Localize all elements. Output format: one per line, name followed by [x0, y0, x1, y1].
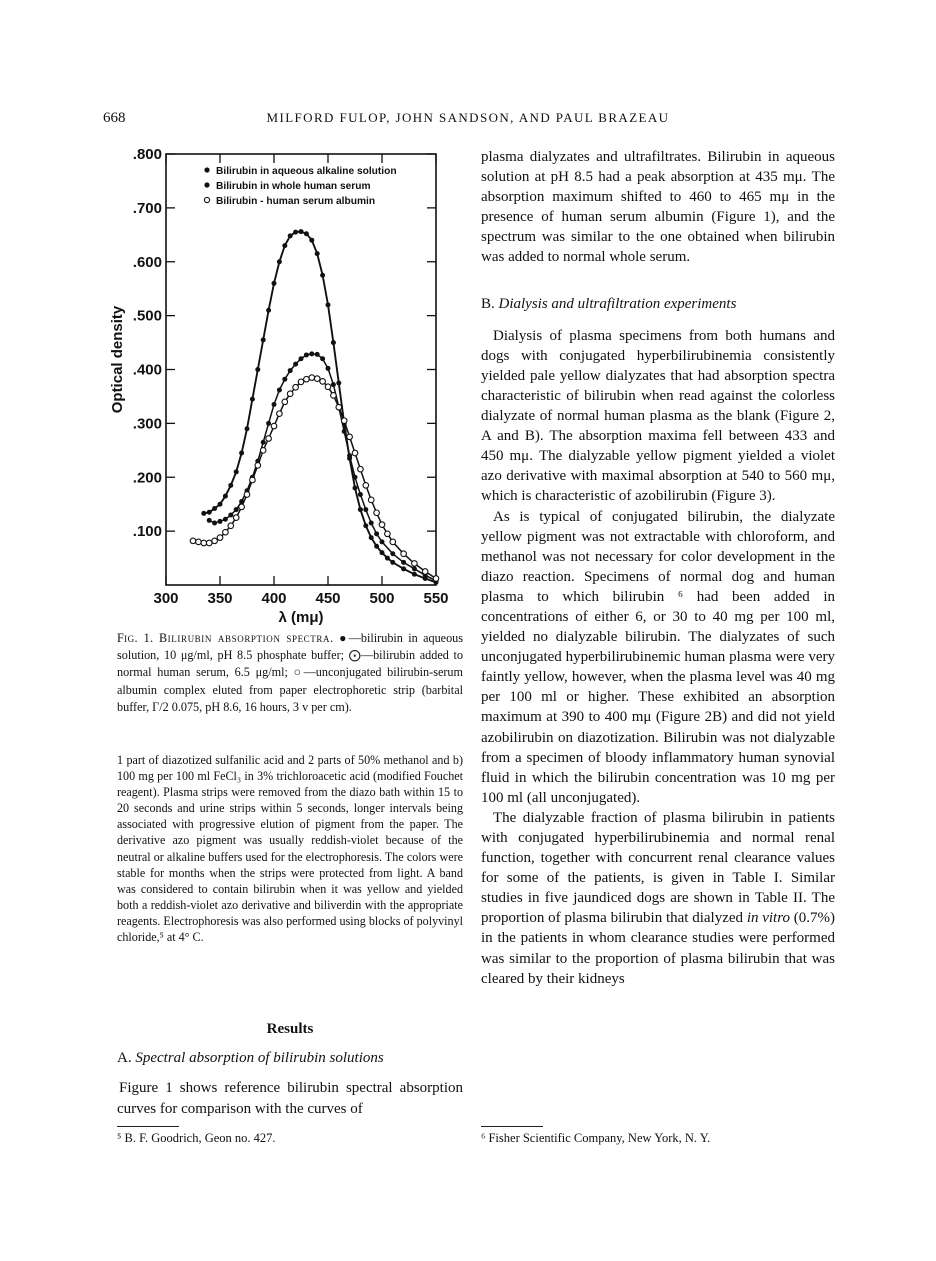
- data-point-open: [314, 376, 320, 382]
- data-point-filled: [363, 507, 368, 512]
- right-paragraph-3: As is typical of conjugated bilirubin, the dialyzate yellow pigment was not extractable with chloroform, and methanol was not necessary for color development in the diazo reaction. Specimens of normal dog and human plasma to which bilirubin ⁶ had been added in concentrations of either 6, or 30 to 40 mg per 100 ml, yielded no dialyzable bilirubin. The dialyzates of such unconjugated hyperbilirubinemic human plasma were very faintly yellow, however, when the plasma level was 40 mg per 100 ml or higher. These exhibited an absorption maximum at 390 to 400 mμ (Figure 2B) and did not yield azobilirubin on diazotization. Bilirubin was not dialyzable from a specimen of bloody inflammatory human synovial fluid in which the bilirubin concentration was 10 mg per 100 ml (all unconjugated).: [481, 508, 835, 806]
- data-point-open: [390, 539, 396, 545]
- footnote-rule-right: [481, 1126, 543, 1127]
- data-point-filled: [212, 521, 217, 526]
- data-point-filled: [255, 367, 260, 372]
- data-point-open: [271, 423, 277, 429]
- x-tick-label: 350: [207, 590, 233, 607]
- data-point-open: [336, 404, 342, 410]
- legend-entry: Bilirubin - human serum albumin: [216, 196, 376, 207]
- data-point-filled: [315, 352, 320, 357]
- section-a-title: Spectral absorption of bilirubin solutions: [135, 1050, 384, 1066]
- right-paragraph-4: [481, 808, 835, 989]
- data-point-filled: [261, 440, 266, 445]
- data-point-filled: [374, 531, 379, 536]
- data-point-filled: [380, 539, 385, 544]
- y-axis-label: Optical density: [109, 305, 126, 414]
- right-column: [481, 147, 835, 989]
- data-point-filled: [353, 475, 358, 480]
- data-point-filled: [304, 352, 309, 357]
- data-point-filled: [326, 366, 331, 371]
- p4-italic: in vitro: [746, 910, 791, 927]
- section-a-heading: [117, 1050, 463, 1067]
- data-point-filled: [369, 535, 374, 540]
- data-point-filled: [299, 229, 304, 234]
- methods-paragraph: 1 part of diazotized sulfanilic acid and 2 parts of 50% methanol and b) 100 mg per 100 ml FeCl₃ in 3% trichloroacetic acid (modified Fouchet reagent). Plasma strips were removed from the diazo bath within 15 to 20 seconds and urine strips within 5 seconds, longer intervals being associated with progressive elution of pigment from the paper. The derivative azo pigment was usually reddish-violet because of the neutral or alkaline buffers used for the electrophoresis. The colors were stable for months when the strips were protected from light. A band was considered to contain bilirubin when it was yellow and yielded both a reddish-violet azo derivative and biliverdin with the appropriate reagents. Electrophoresis was also performed using blocks of polyvinyl chloride,⁵ at 4° C.: [117, 753, 463, 945]
- x-tick-label: 300: [153, 590, 179, 607]
- data-point-filled: [277, 387, 282, 392]
- data-point-open: [331, 393, 337, 399]
- data-point-open: [255, 463, 261, 469]
- data-point-open: [325, 384, 331, 390]
- data-point-filled: [218, 502, 223, 507]
- data-point-filled: [374, 544, 379, 549]
- data-point-filled: [358, 492, 363, 497]
- data-point-filled: [201, 511, 206, 516]
- legend-entry: Bilirubin in whole human serum: [216, 181, 371, 192]
- data-point-open: [379, 522, 385, 528]
- footnote-rule-left: [117, 1126, 179, 1127]
- data-point-open: [412, 561, 418, 567]
- y-tick-label: .600: [132, 253, 162, 271]
- data-point-open: [201, 540, 207, 546]
- y-tick-label: .500: [132, 307, 162, 325]
- data-point-open: [217, 535, 223, 541]
- data-point-filled: [309, 351, 314, 356]
- data-point-open: [250, 477, 256, 483]
- data-point-filled: [315, 251, 320, 256]
- data-point-filled: [250, 397, 255, 402]
- data-point-filled: [342, 429, 347, 434]
- section-b-letter: B.: [481, 295, 495, 312]
- data-point-filled: [228, 512, 233, 517]
- data-point-filled: [358, 507, 363, 512]
- data-point-open: [363, 483, 369, 489]
- data-point-filled: [288, 368, 293, 373]
- series-line: [193, 378, 436, 579]
- data-point-open: [260, 448, 266, 454]
- data-point-filled: [228, 483, 233, 488]
- data-point-filled: [282, 243, 287, 248]
- y-tick-label: .700: [132, 199, 162, 217]
- data-point-filled: [390, 551, 395, 556]
- data-point-filled: [234, 469, 239, 474]
- data-point-open: [287, 391, 293, 397]
- results-heading: Results: [266, 1021, 314, 1037]
- data-point-filled: [239, 451, 244, 456]
- y-tick-label: .300: [132, 415, 162, 433]
- y-tick-label: .200: [132, 469, 162, 487]
- data-point-filled: [266, 421, 271, 426]
- section-b-title: Dialysis and ultrafiltration experiments: [498, 295, 737, 312]
- data-point-filled: [293, 362, 298, 367]
- p4-text-before: The dialyzable fraction of plasma bilirubin in patients with conjugated hyperbilirubinemia and normal renal function, together with concurrent renal clearance values for some of the patients, is given in Table I. Similar studies in five jaundiced dogs are shown in Table II. The proportion of plasma bilirubin that dialyzed: [481, 809, 835, 927]
- footnote-right: ⁶ Fisher Scientific Company, New York, N. Y.: [481, 1131, 711, 1145]
- data-point-filled: [261, 337, 266, 342]
- footnote-left: ⁵ B. F. Goodrich, Geon no. 427.: [117, 1131, 276, 1145]
- data-point-filled: [223, 517, 228, 522]
- y-tick-label: .800: [132, 146, 162, 163]
- data-point-open: [401, 551, 407, 557]
- data-point-open: [358, 466, 364, 472]
- data-point-filled: [412, 572, 417, 577]
- data-point-open: [228, 523, 234, 529]
- data-point-filled: [331, 340, 336, 345]
- data-point-filled: [363, 523, 368, 528]
- data-point-open: [233, 515, 239, 521]
- figure-1: [103, 140, 463, 630]
- data-point-open: [293, 384, 299, 390]
- data-point-open: [212, 538, 218, 544]
- right-paragraph-2: Dialysis of plasma specimens from both humans and dogs with conjugated hyperbilirubinemia consistently yielded pale yellow dialyzates that had absorption spectra characteristic of bilirubin when read against the colorless dialyzate of normal human plasma as the blank (Figure 2, A and B). The absorption maxima fell between 433 and 450 mμ. The dialyzable yellow pigment yielded a violet azo derivative with maximal absorption at 540 to 560 mμ, which is characteristic of azobilirubin (Figure 3).: [481, 327, 835, 505]
- data-point-filled: [390, 560, 395, 565]
- data-point-open: [304, 376, 310, 382]
- data-point-open: [266, 436, 272, 442]
- data-point-filled: [299, 356, 304, 361]
- x-tick-label: 400: [261, 590, 287, 607]
- data-point-open: [206, 540, 212, 546]
- caption-title: Bilirubin absorption spectra.: [158, 631, 334, 645]
- legend-marker-filled: [204, 182, 209, 187]
- data-point-filled: [288, 233, 293, 238]
- data-point-open: [385, 531, 391, 537]
- y-tick-label: .100: [132, 523, 162, 541]
- data-point-filled: [320, 356, 325, 361]
- data-point-filled: [272, 402, 277, 407]
- running-head: MILFORD FULOP, JOHN SANDSON, AND PAUL BRAZEAU: [266, 110, 670, 125]
- data-point-open: [223, 529, 229, 535]
- caption-body: ●—bilirubin in aqueous solution, 10 μg/ml, pH 8.5 phosphate buffer; ⨀—bilirubin added to normal human serum, 6.5 μg/ml; ○—unconjugated bilirubin-serum albumin complex eluted from paper electrophoretic strip (barbital buffer, Γ/2 0.075, pH 8.6, 16 hours, 3 v per cm).: [117, 631, 463, 714]
- x-tick-label: 500: [369, 590, 395, 607]
- data-point-filled: [223, 494, 228, 499]
- data-point-open: [433, 576, 439, 582]
- x-tick-label: 450: [315, 590, 341, 607]
- data-point-open: [341, 418, 347, 424]
- data-point-filled: [272, 281, 277, 286]
- page-header: [103, 110, 833, 134]
- data-point-filled: [234, 507, 239, 512]
- data-point-open: [282, 399, 288, 405]
- data-point-filled: [212, 506, 217, 511]
- data-point-open: [352, 450, 358, 456]
- section-a-paragraph: Figure 1 shows reference bilirubin spectral absorption curves for comparison with the curves of: [117, 1080, 463, 1117]
- data-point-filled: [412, 566, 417, 571]
- data-point-open: [368, 497, 374, 503]
- data-point-open: [298, 379, 304, 385]
- right-paragraph-1: plasma dialyzates and ultrafiltrates. Bilirubin in aqueous solution at pH 8.5 had a peak absorption at 435 mμ. The absorption maximum shifted to 460 to 465 mμ in the presence of human serum albumin (Figure 1), and the spectrum was similar to the one obtained when bilirubin was added to normal whole serum.: [481, 149, 835, 266]
- x-axis-label: λ (mμ): [278, 609, 324, 626]
- data-point-filled: [293, 230, 298, 235]
- legend-entry: Bilirubin in aqueous alkaline solution: [216, 166, 397, 177]
- x-tick-label: 550: [423, 590, 449, 607]
- legend-marker-open: [204, 197, 209, 202]
- data-point-open: [347, 434, 353, 440]
- data-point-filled: [347, 453, 352, 458]
- data-point-filled: [266, 308, 271, 313]
- absorption-chart: [103, 140, 463, 630]
- data-point-filled: [282, 377, 287, 382]
- section-b-heading: [481, 294, 835, 314]
- data-point-filled: [207, 518, 212, 523]
- data-point-filled: [304, 231, 309, 236]
- data-point-filled: [401, 566, 406, 571]
- data-point-filled: [277, 259, 282, 264]
- series-line: [209, 354, 436, 581]
- data-point-open: [422, 569, 428, 575]
- caption-label: Fig. 1.: [117, 631, 154, 645]
- left-column-body: [117, 752, 463, 945]
- page-number: 668: [103, 110, 126, 126]
- data-point-filled: [218, 519, 223, 524]
- data-point-open: [196, 539, 202, 545]
- data-point-filled: [353, 486, 358, 491]
- data-point-filled: [380, 550, 385, 555]
- data-point-filled: [336, 380, 341, 385]
- y-tick-label: .400: [132, 361, 162, 379]
- data-point-filled: [309, 238, 314, 243]
- data-point-filled: [401, 560, 406, 565]
- data-point-filled: [369, 521, 374, 526]
- series-line: [204, 232, 436, 583]
- data-point-open: [244, 492, 250, 498]
- data-point-filled: [331, 382, 336, 387]
- data-point-open: [374, 510, 380, 516]
- legend-marker-filled: [204, 167, 209, 172]
- data-point-open: [320, 379, 326, 385]
- plot-frame: [166, 154, 436, 585]
- data-point-filled: [326, 302, 331, 307]
- data-point-open: [277, 411, 283, 417]
- data-point-filled: [385, 556, 390, 561]
- data-point-filled: [207, 510, 212, 515]
- data-point-open: [190, 538, 196, 544]
- p4-text-after: (0.7%) in the patients in whom clearance studies were performed was similar to the proportion of plasma bilirubin that was cleared by their kidneys: [481, 910, 836, 987]
- figure-caption: [117, 630, 463, 716]
- data-point-open: [309, 375, 315, 381]
- data-point-open: [239, 504, 245, 510]
- data-point-filled: [320, 273, 325, 278]
- section-a-letter: A.: [117, 1050, 132, 1066]
- data-point-filled: [245, 426, 250, 431]
